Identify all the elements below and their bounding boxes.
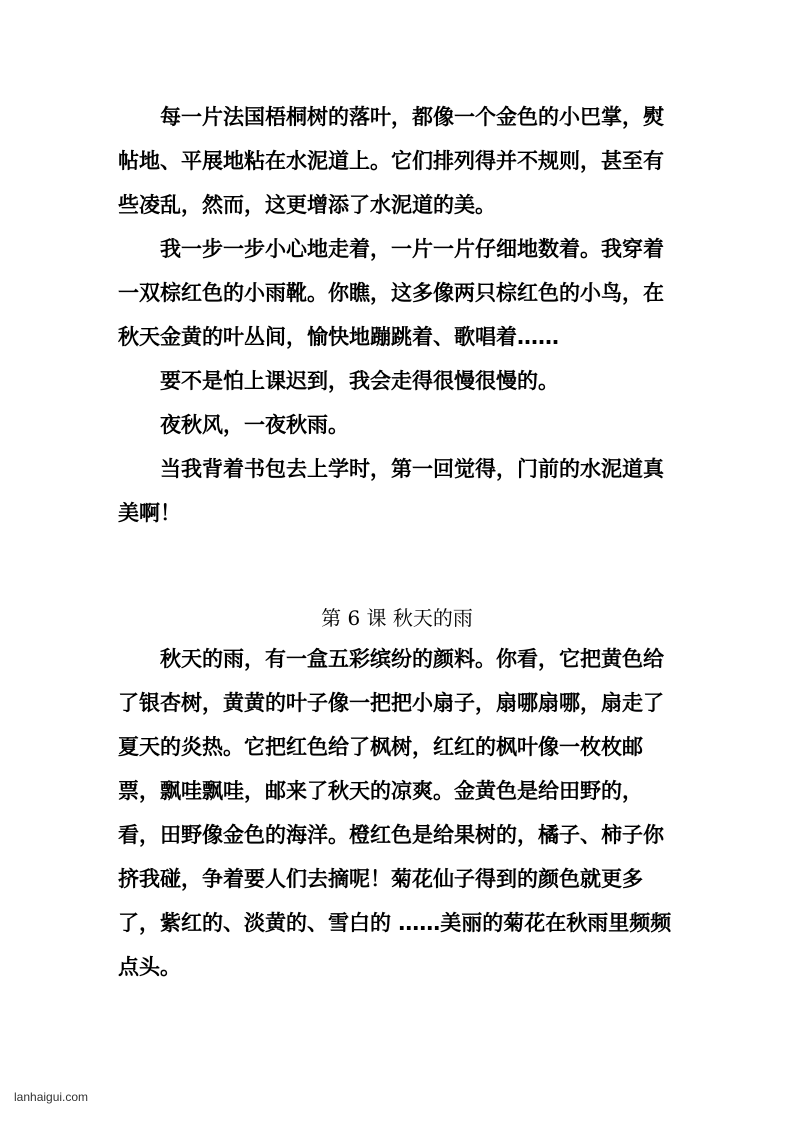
- paragraph: 要不是怕上课迟到，我会走得很慢很慢的。: [160, 369, 559, 393]
- paragraph: 我一步一步小心地走着，一片一片仔细地数着。我穿着一双棕红色的小雨靴。你瞧，这多像两只棕红色的小鸟，在秋天金黄的叶丛间，愉快地蹦跳着、歌唱着……: [118, 237, 664, 349]
- footer-watermark: lanhaigui.com: [14, 1090, 89, 1104]
- paragraph: 当我背着书包去上学时，第一回觉得，门前的水泥道真美啊！: [118, 457, 664, 525]
- lesson-body: [118, 637, 678, 989]
- lesson-title: 第 6 课 秋天的雨: [321, 606, 473, 630]
- essay-body: [118, 95, 678, 535]
- paragraph: 每一片法国梧桐树的落叶，都像一个金色的小巴掌，熨帖地、平展地粘在水泥道上。它们排列得并不规则，甚至有些凌乱，然而，这更增添了水泥道的美。: [118, 105, 664, 217]
- paragraph: 夜秋风，一夜秋雨。: [160, 413, 349, 437]
- paragraph: 秋天的雨，有一盒五彩缤纷的颜料。你看，它把黄色给了银杏树，黄黄的叶子像一把把小扇子，扇哪扇哪，扇走了夏天的炎热。它把红色给了枫树，红红的枫叶像一枚枚邮票，飘哇飘哇，邮来了秋天的凉爽。金黄色是给田野的，看，田野像金色的海洋。橙红色是给果树的，橘子、柿子你挤我碰，争着要人们去摘呢！菊花仙子得到的颜色就更多了，紫红的、淡黄的、雪白的 ……美丽的菊花在秋雨里频频点头。: [118, 647, 672, 979]
